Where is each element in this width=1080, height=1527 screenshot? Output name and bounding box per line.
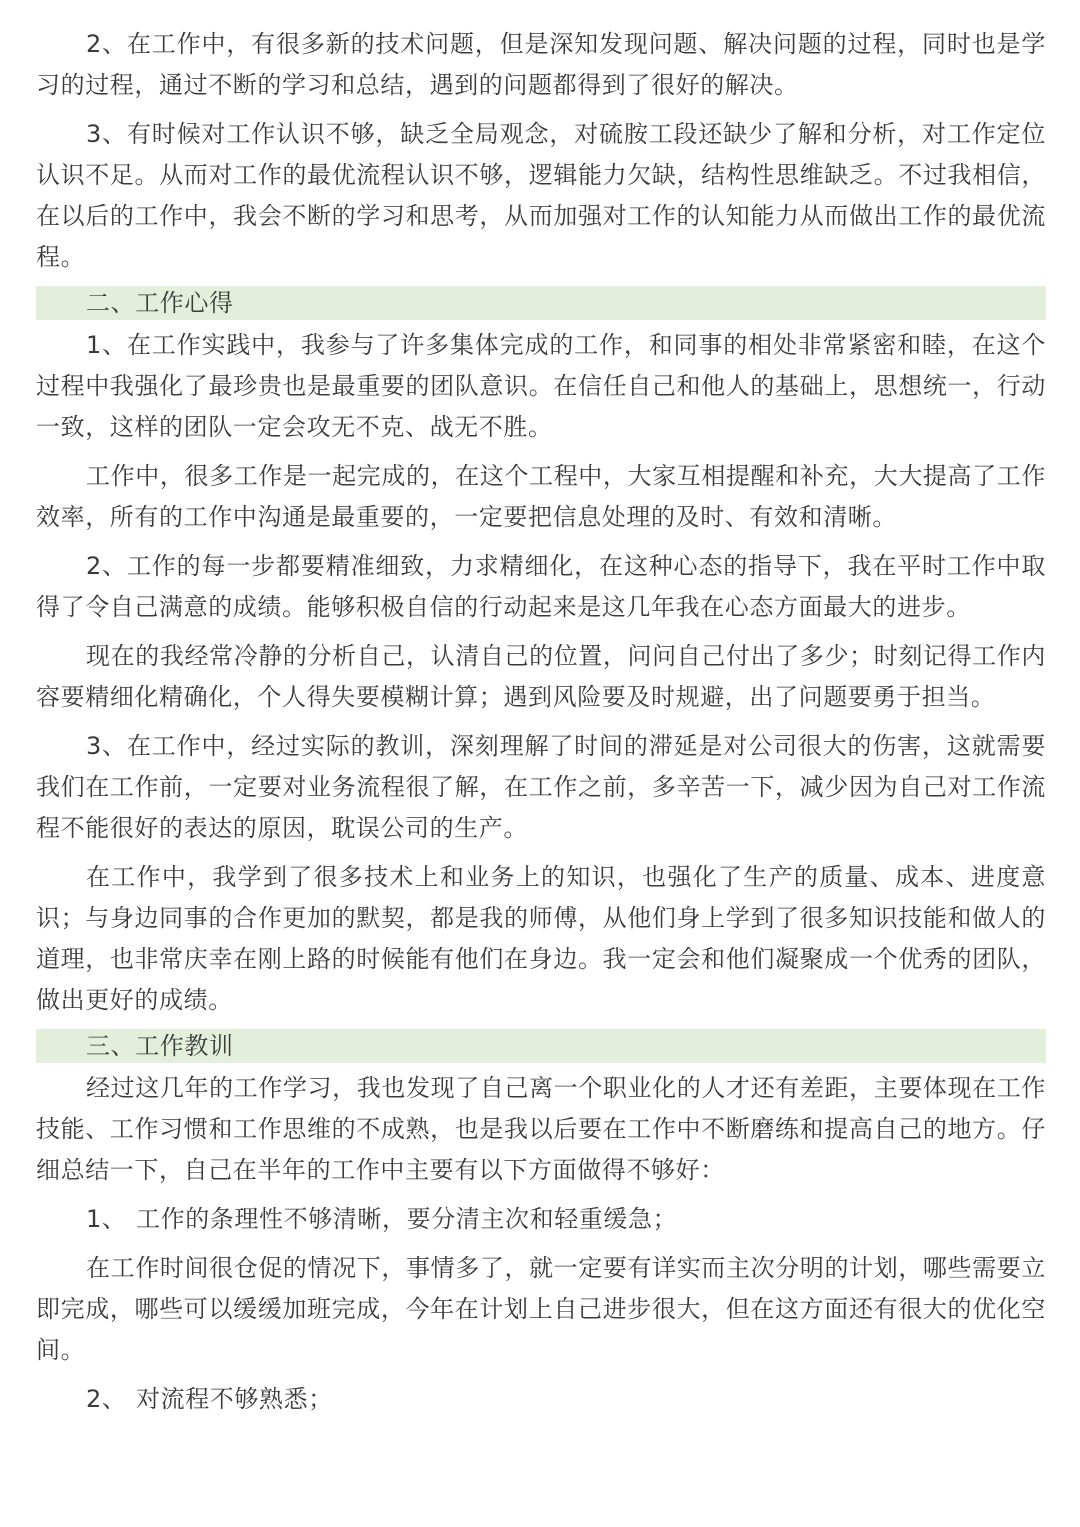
list-item-text: 工作的条理性不够清晰，要分清主次和轻重缓急；	[136, 1205, 678, 1233]
paragraph-planning: 在工作时间很仓促的情况下，事情多了，就一定要有详实而主次分明的计划，哪些需要立即完成，哪些可以缓缓加班完成，今年在计划上自己进步很大，但在这方面还有很大的优化空间。	[36, 1254, 1046, 1364]
list-item-process-familiarity	[36, 1379, 1046, 1420]
paragraph-self-analysis: 现在的我经常冷静的分析自己，认清自己的位置，问问自己付出了多少；时刻记得工作内容要精细化精确化，个人得失要模糊计算；遇到风险要及时规避，出了问题要勇于担当。	[36, 642, 1046, 711]
paragraph-tech-problems: 2、在工作中，有很多新的技术问题，但是深知发现问题、解决问题的过程，同时也是学习的过程，通过不断的学习和总结，遇到的问题都得到了很好的解决。	[36, 30, 1046, 99]
paragraph-gap-summary: 经过这几年的工作学习，我也发现了自己离一个职业化的人才还有差距，主要体现在工作技能、工作习惯和工作思维的不成熟，也是我以后要在工作中不断磨练和提高自己的地方。仔细总结一下，自己在半年的工作中主要有以下方面做得不够好：	[36, 1074, 1046, 1184]
list-item-text: 对流程不够熟悉；	[136, 1385, 333, 1413]
paragraph-communication: 工作中，很多工作是一起完成的，在这个工程中，大家互相提醒和补充，大大提高了工作效率，所有的工作中沟通是最重要的，一定要把信息处理的及时、有效和清晰。	[36, 462, 1046, 531]
paragraph-knowledge-gained: 在工作中，我学到了很多技术上和业务上的知识，也强化了生产的质量、成本、进度意识；与身边同事的合作更加的默契，都是我的师傅，从他们身上学到了很多知识技能和做人的道理，也非常庆幸在刚上路的时候能有他们在身边。我一定会和他们凝聚成一个优秀的团队，做出更好的成绩。	[36, 863, 1046, 1014]
list-item-number: 1、	[86, 1205, 127, 1233]
paragraph-team-awareness: 1、在工作实践中，我参与了许多集体完成的工作，和同事的相处非常紧密和睦，在这个过程中我强化了最珍贵也是最重要的团队意识。在信任自己和他人的基础上，思想统一，行动一致，这样的团队一定会攻无不克、战无不胜。	[36, 331, 1046, 441]
paragraph-work-understanding: 3、有时候对工作认识不够，缺乏全局观念，对硫胺工段还缺少了解和分析，对工作定位认识不足。从而对工作的最优流程认识不够，逻辑能力欠缺，结构性思维缺乏。不过我相信，在以后的工作中，我会不断的学习和思考，从而加强对工作的认知能力从而做出工作的最优流程。	[36, 120, 1046, 271]
list-item-number: 2、	[86, 1385, 127, 1413]
paragraph-time-delay: 3、在工作中，经过实际的教训，深刻理解了时间的滞延是对公司很大的伤害，这就需要我们在工作前，一定要对业务流程很了解，在工作之前，多辛苦一下，减少因为自己对工作流程不能很好的表达的原因，耽误公司的生产。	[36, 732, 1046, 842]
document-page	[36, 24, 1046, 1428]
list-item-organization	[36, 1199, 1046, 1240]
section-heading-work-experience: 二、工作心得	[36, 286, 1046, 320]
paragraph-precision: 2、工作的每一步都要精准细致，力求精细化，在这种心态的指导下，我在平时工作中取得了令自己满意的成绩。能够积极自信的行动起来是这几年我在心态方面最大的进步。	[36, 552, 1046, 621]
section-heading-work-lessons: 三、工作教训	[36, 1029, 1046, 1063]
